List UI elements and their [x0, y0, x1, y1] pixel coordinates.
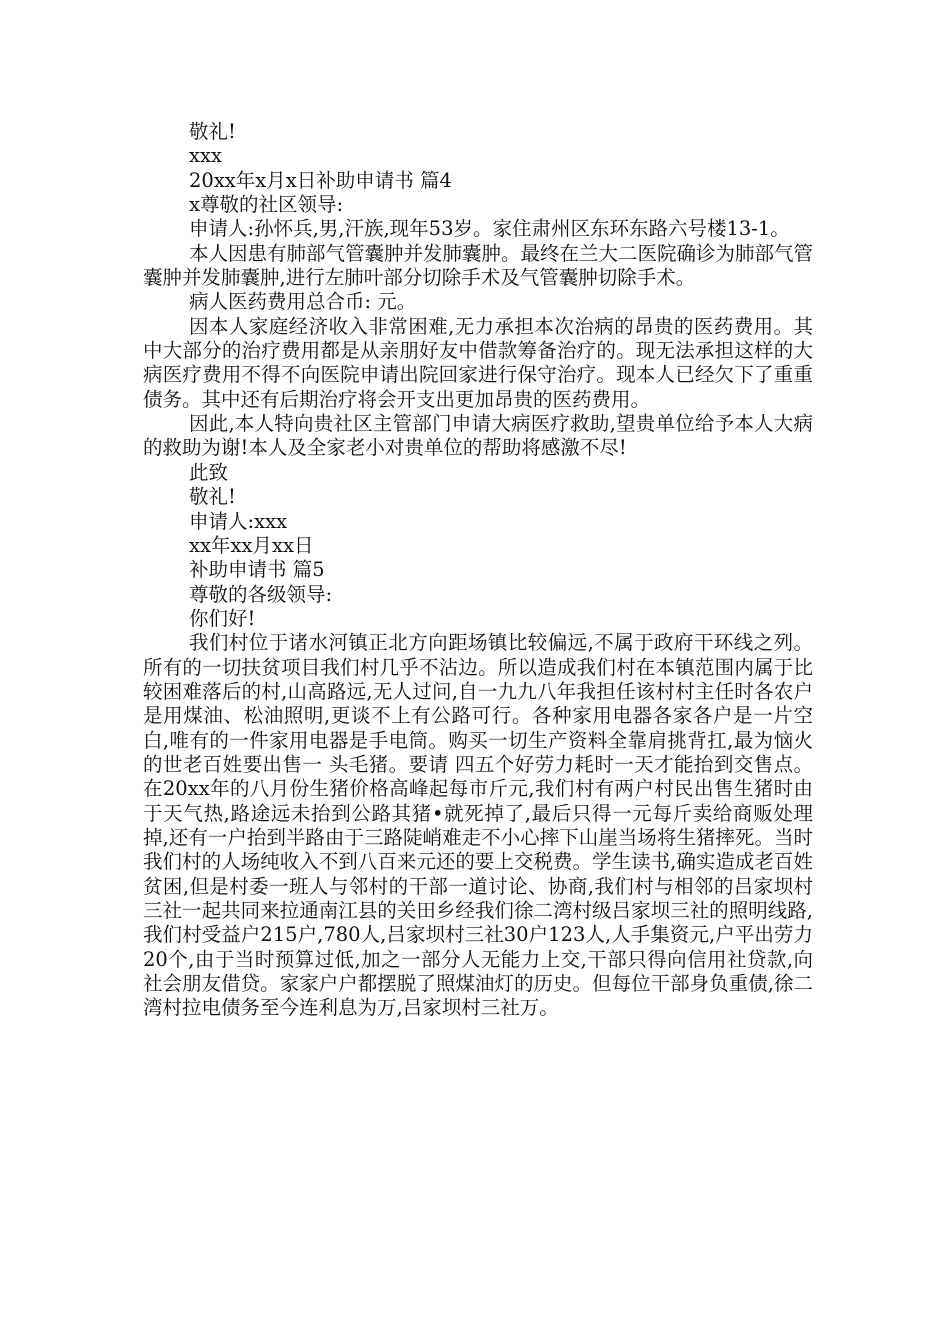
signer-line: xxx [189, 144, 222, 168]
salute-line: 敬礼! [189, 120, 236, 143]
closing-jingli: 敬礼! [189, 485, 236, 509]
paragraph-medical-cost: 病人医药费用总合币: 元。 [189, 290, 417, 314]
paragraph-applicant-info: 申请人:孙怀兵,男,汗族,现年53岁。家住肃州区东环东路六号楼13-1。 [189, 217, 790, 241]
paragraph-request: 因此,本人特向贵社区主管部门申请大病医疗救助,望贵单位给予本人大病的救助为谢!本人及全家老小对贵单位的帮助将感激不尽! [143, 412, 813, 460]
applicant-signature: 申请人:xxx [189, 509, 288, 533]
greeting-4: x尊敬的社区领导: [189, 193, 344, 217]
hello-5: 你们好! [189, 606, 256, 630]
section-title-4: 20xx年x月x日补助申请书 篇4 [189, 168, 452, 192]
closing-cizhi: 此致 [189, 460, 229, 484]
section-title-5: 补助申请书 篇5 [189, 558, 325, 582]
paragraph-diagnosis: 本人因患有肺部气管囊肿并发肺囊肿。最终在兰大二医院确诊为肺部气管囊肿并发肺囊肿,进行左肺叶部分切除手术及气管囊肿切除手术。 [143, 241, 814, 290]
greeting-5: 尊敬的各级领导: [189, 582, 333, 606]
paragraph-financial-hardship: 因本人家庭经济收入非常困难,无力承担本次治病的昂贵的医药费用。其中大部分的治疗费用都是从亲朋好友中借款筹备治疗的。现无法承担这样的大病医疗费用不得不向医院申请出院回家进行保守治疗。现本人已经欠下了重重债务。其中还有后期治疗将会开支出更加昂贵的医药费用。 [143, 314, 813, 411]
document-body [143, 120, 813, 1021]
paragraph-village-story: 我们村位于诸水河镇正北方向距场镇比较偏远,不属于政府干环线之列。所有的一切扶贫项目我们村几乎不沾边。所以造成我们村在本镇范围内属于比较困难落后的村,山高路远,无人过问,自一九九八年我担任该村村主任时各农户是用煤油、松油照明,更谈不上有公路可行。各种家用电器各家各户是一片空白,唯有的一件家用电器是手电筒。购买一切生产资料全靠肩挑背扛,最为恼火的世老百姓要出售一 头毛猪。要请 四五个好劳力耗时一天才能抬到交售点。在20xx年的八月份生猪价格高峰起每市斤元,我们村有两户村民出售生猪时由于天气热,路途远未抬到公路其猪•就死掉了,最后只得一元每斤卖给商贩处理掉,还有一户抬到半路由于三路陡峭难走不小心摔下山崖当场将生猪摔死。当时我们村的人场纯收入不到八百来元还的要上交税费。学生读书,确实造成老百姓贫困,但是村委一班人与邻村的干部一道讨论、协商,我们村与相邻的吕家坝村三社一起共同来拉通南江县的关田乡经我们徐二湾村级吕家坝三社的照明线路,我们村受益户215户,780人,吕家坝村三社30户123人,人手集资元,户平出劳力20个,由于当时预算过低,加之一部分人无能力上交,干部只得向信用社贷款,向社会朋友借贷。家家户户都摆脱了照煤油灯的历史。但每位干部身负重债,徐二湾村拉电债务至今连利息为万,吕家坝村三社万。 [143, 631, 813, 1020]
date-line: xx年xx月xx日 [189, 533, 314, 557]
